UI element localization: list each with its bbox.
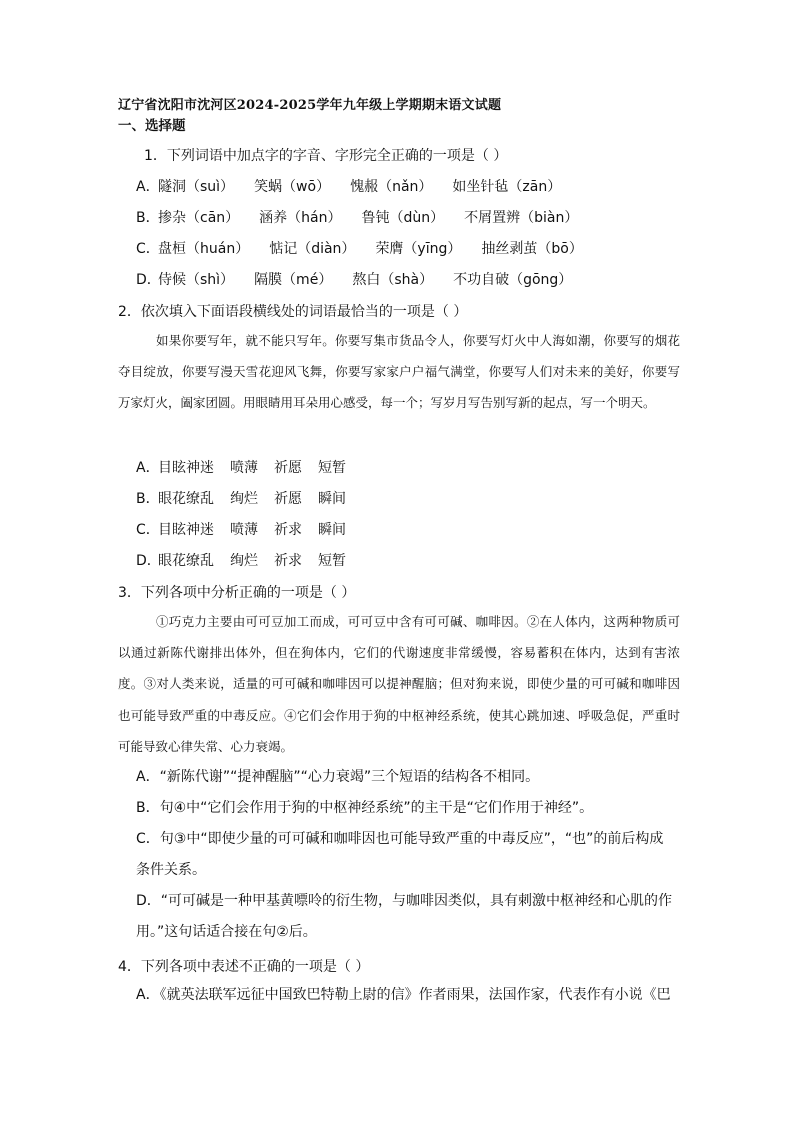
- question-2-passage: 如果你要写年，就不能只写年。你要写集市货品令人，你要写灯火中人海如潮，你要写的烟花夺目绽放，你要写漫天雪花迎风飞舞，你要写家家户户福气满堂，你要写人们对未来的美好，你要写万家灯火，阖家团圆。用眼睛用耳朵用心感受，每一个；写岁月写告别写新的起点，写一个明天。: [118, 333, 680, 411]
- question-2-stem: 2．依次填入下面语段横线处的词语最恰当的一项是（ ）: [118, 304, 468, 320]
- question-4-option-a[interactable]: A．《就英法联军远征中国致巴特勒上尉的信》作者雨果，法国作家，代表作有小说《巴: [136, 987, 671, 1003]
- question-3-option-b[interactable]: B．句④中“它们会作用于狗的中枢神经系统”的主干是“它们作用于神经”。: [136, 800, 594, 816]
- question-3-option-c[interactable]: C．句③中“即使少量的可可碱和咖啡因也可能导致严重的中毒反应”，“也”的前后构成 条件关系。: [136, 831, 664, 878]
- question-2-option-b[interactable]: B．眼花缭乱 绚烂 祈愿 瞬间: [136, 491, 346, 507]
- question-3-stem: 3．下列各项中分析正确的一项是（ ）: [118, 585, 356, 601]
- question-3-option-d[interactable]: D．“可可碱是一种甲基黄嘌呤的衍生物，与咖啡因类似，具有刺激中枢神经和心肌的作 用。”这句话适合接在句②后。: [136, 893, 673, 940]
- question-1-option-c[interactable]: C．盘桓（huán） 惦记（diàn） 荣膺（yīng） 抽丝剥茧（bō）: [136, 241, 583, 257]
- question-2-option-c[interactable]: C．目眩神迷 喷薄 祈求 瞬间: [136, 522, 346, 538]
- question-2-option-d[interactable]: D．眼花缭乱 绚烂 祈求 短暂: [136, 553, 346, 569]
- question-1-option-a[interactable]: A．隧洞（suì） 笑蜗（wō） 愧赧（nǎn） 如坐针毡（zān）: [136, 179, 562, 195]
- question-4-stem: 4．下列各项中表述不正确的一项是（ ）: [118, 959, 370, 975]
- question-1-option-d[interactable]: D．侍候（shì） 隔膜（mé） 熬白（shà） 不功自破（gōng）: [136, 272, 573, 288]
- question-2-option-a[interactable]: A．目眩神迷 喷薄 祈愿 短暂: [136, 460, 346, 476]
- question-3-passage: ①巧克力主要由可可豆加工而成，可可豆中含有可可碱、咖啡因。②在人体内，这两种物质可以通过新陈代谢排出体外，但在狗体内，它们的代谢速度非常缓慢，容易蓄积在体内，达到有害浓度。③对人类来说，适量的可可碱和咖啡因可以提神醒脑；但对狗来说，即使少量的可可碱和咖啡因也可能导致严重的中毒反应。④它们会作用于狗的中枢神经系统，使其心跳加速、呼吸急促，严重时可能导致心律失常、心力衰竭。: [118, 614, 680, 754]
- question-1-option-b[interactable]: B．掺杂（cān） 涵养（hán） 鲁钝（dùn） 不屑置辨（biàn）: [136, 210, 579, 226]
- question-3-option-a[interactable]: A．“新陈代谢”“提神醒脑”“心力衰竭”三个短语的结构各不相同。: [136, 769, 540, 785]
- section-heading: 一、选择题: [118, 118, 186, 134]
- document-title: 辽宁省沈阳市沈河区2024-2025学年九年级上学期期末语文试题: [118, 98, 502, 113]
- question-1-stem: 1．下列词语中加点字的字音、字形完全正确的一项是（ ）: [144, 148, 508, 164]
